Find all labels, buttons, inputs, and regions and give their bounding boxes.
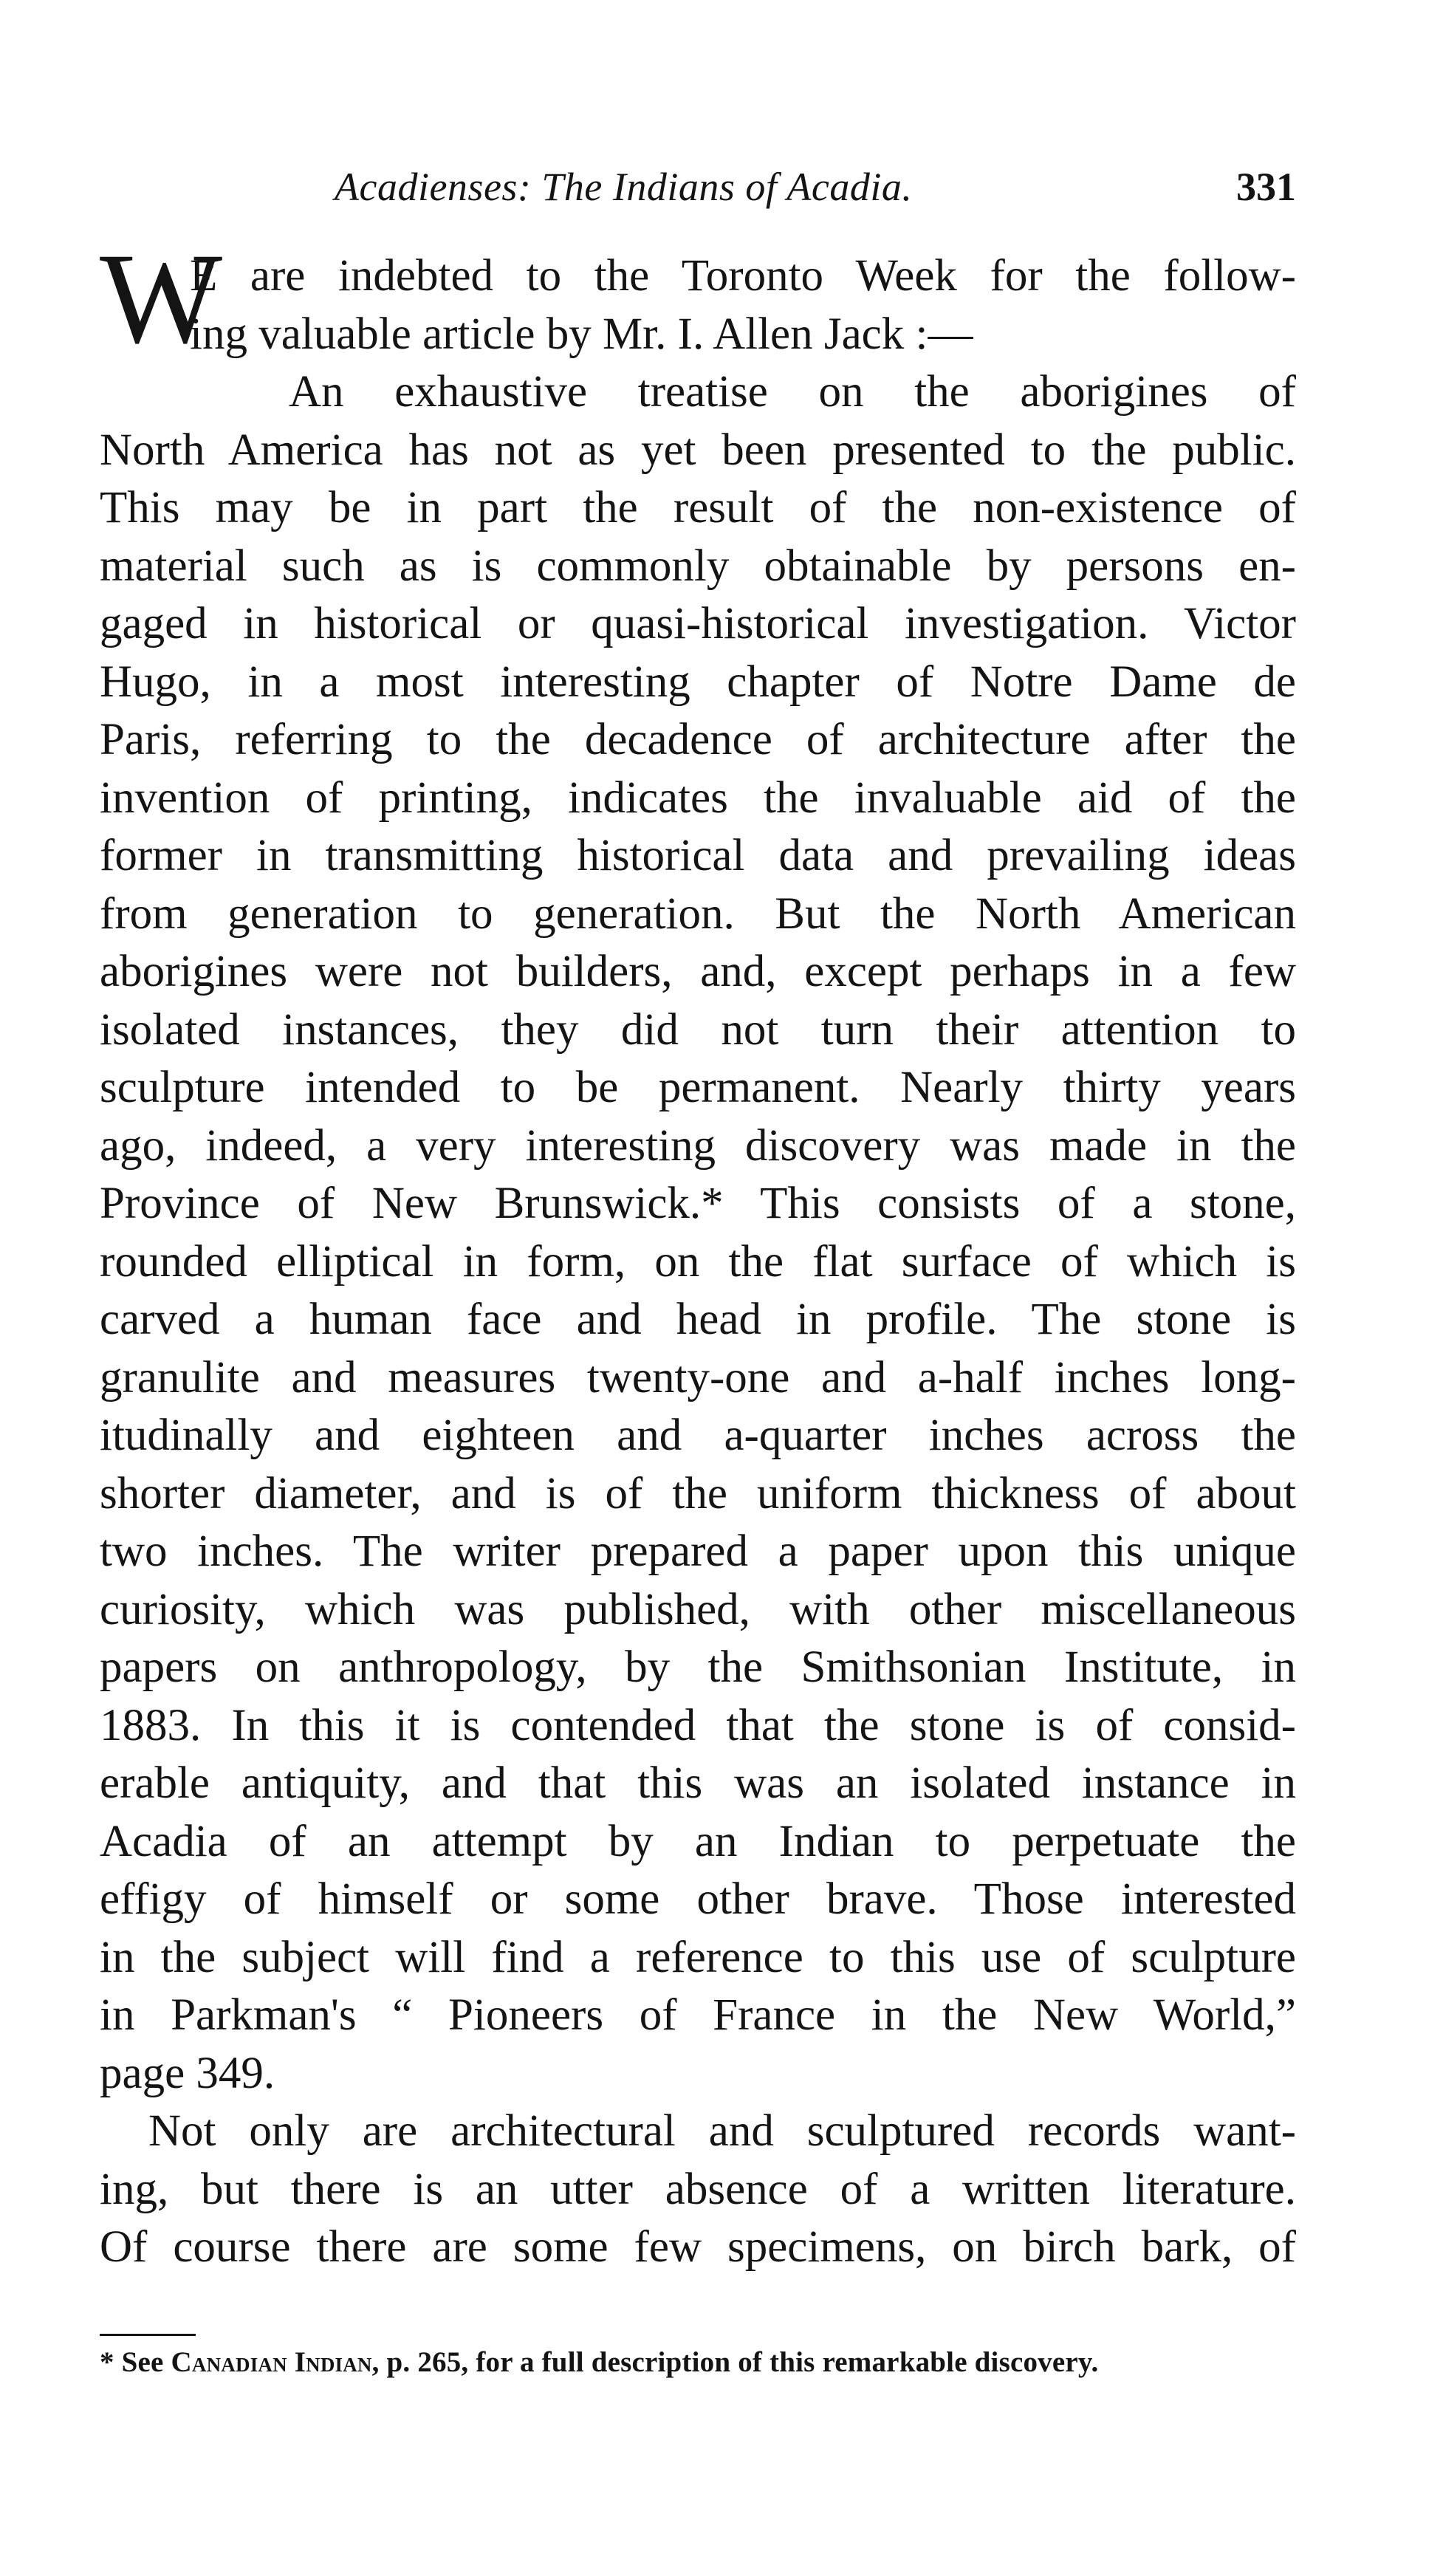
text-line: aborigines were not builders, and, except perhaps in a few bbox=[100, 947, 1296, 996]
text-line: two inches. The writer prepared a paper upon this unique bbox=[100, 1527, 1296, 1576]
footnote bbox=[100, 2346, 1296, 2379]
text-line: Not only are architectural and sculptured records want- bbox=[148, 2106, 1296, 2156]
running-title: Acadienses: The Indians of Acadia. bbox=[335, 165, 913, 209]
footnote-text: p. 265, for a full description of this remarkable discovery. bbox=[386, 2346, 1099, 2378]
text-line: shorter diameter, and is of the uniform thickness of about bbox=[100, 1468, 1296, 1518]
text-line: former in transmitting historical data and prevailing ideas bbox=[100, 831, 1296, 880]
text-line: sculpture intended to be permanent. Nearly thirty years bbox=[100, 1063, 1296, 1112]
footnote-see: See bbox=[121, 2346, 164, 2378]
text-line: gaged in historical or quasi-historical investigation. Victor bbox=[100, 599, 1296, 648]
text-line: Paris, referring to the decadence of architecture after the bbox=[100, 715, 1296, 764]
text-line: papers on anthropology, by the Smithsonian Institute, in bbox=[100, 1642, 1296, 1692]
intro-paragraph bbox=[100, 247, 1296, 363]
page-number: 331 bbox=[1236, 165, 1296, 209]
text-line: rounded elliptical in form, on the flat surface of which is bbox=[100, 1236, 1296, 1287]
text-line: invention of printing, indicates the invaluable aid of the bbox=[100, 773, 1296, 823]
page-header bbox=[100, 164, 1296, 216]
text-line: 1883. In this it is contended that the stone is of consid- bbox=[100, 1700, 1296, 1750]
article-paragraph bbox=[100, 363, 1296, 2103]
text-line: from generation to generation. But the North American bbox=[100, 888, 1296, 939]
text-line: itudinally and eighteen and a-quarter inches across the bbox=[100, 1411, 1296, 1460]
text-line: carved a human face and head in profile. The stone is bbox=[100, 1295, 1296, 1344]
text-line: Province of New Brunswick.* This consists of a stone, bbox=[100, 1179, 1296, 1228]
text-line: effigy of himself or some other brave. Those interested bbox=[100, 1874, 1296, 1924]
text-line: E are indebted to the Toronto Week for the follow- bbox=[190, 251, 1296, 301]
text-line: in the subject will find a reference to this use of sculpture bbox=[100, 1932, 1296, 1982]
text-line: curiosity, which was published, with other miscellaneous bbox=[100, 1584, 1296, 1634]
text-line: erable antiquity, and that this was an isolated instance in bbox=[100, 1758, 1296, 1808]
text-line: page 349. bbox=[100, 2048, 275, 2098]
second-paragraph bbox=[100, 2103, 1296, 2277]
text-line: Acadia of an attempt by an Indian to perpetuate the bbox=[100, 1816, 1296, 1866]
text-line: North America has not as yet been presented to the public. bbox=[100, 425, 1296, 475]
text-line: isolated instances, they did not turn their attention to bbox=[100, 1004, 1296, 1055]
text-line: ing valuable article by Mr. I. Allen Jack :— bbox=[190, 309, 973, 359]
text-line: An exhaustive treatise on the aborigines of bbox=[289, 367, 1296, 417]
text-line: granulite and measures twenty-one and a-half inches long- bbox=[100, 1352, 1296, 1402]
drop-cap-letter: W bbox=[100, 227, 223, 371]
footnote-source: Canadian Indian, bbox=[171, 2346, 380, 2378]
text-line: Hugo, in a most interesting chapter of Notre Dame de bbox=[100, 657, 1296, 707]
text-line: Of course there are some few specimens, on birch bark, of bbox=[100, 2222, 1296, 2272]
footnote-marker: * bbox=[100, 2346, 114, 2378]
text-line: in Parkman's “ Pioneers of France in the New World,” bbox=[100, 1990, 1296, 2040]
text-line: material such as is commonly obtainable by persons en- bbox=[100, 541, 1296, 591]
text-line: ing, but there is an utter absence of a written literature. bbox=[100, 2164, 1296, 2214]
footnote-rule bbox=[100, 2334, 196, 2336]
text-line: This may be in part the result of the non-existence of bbox=[100, 483, 1296, 532]
article-body bbox=[100, 247, 1296, 2277]
text-line: ago, indeed, a very interesting discovery was made in the bbox=[100, 1120, 1296, 1171]
